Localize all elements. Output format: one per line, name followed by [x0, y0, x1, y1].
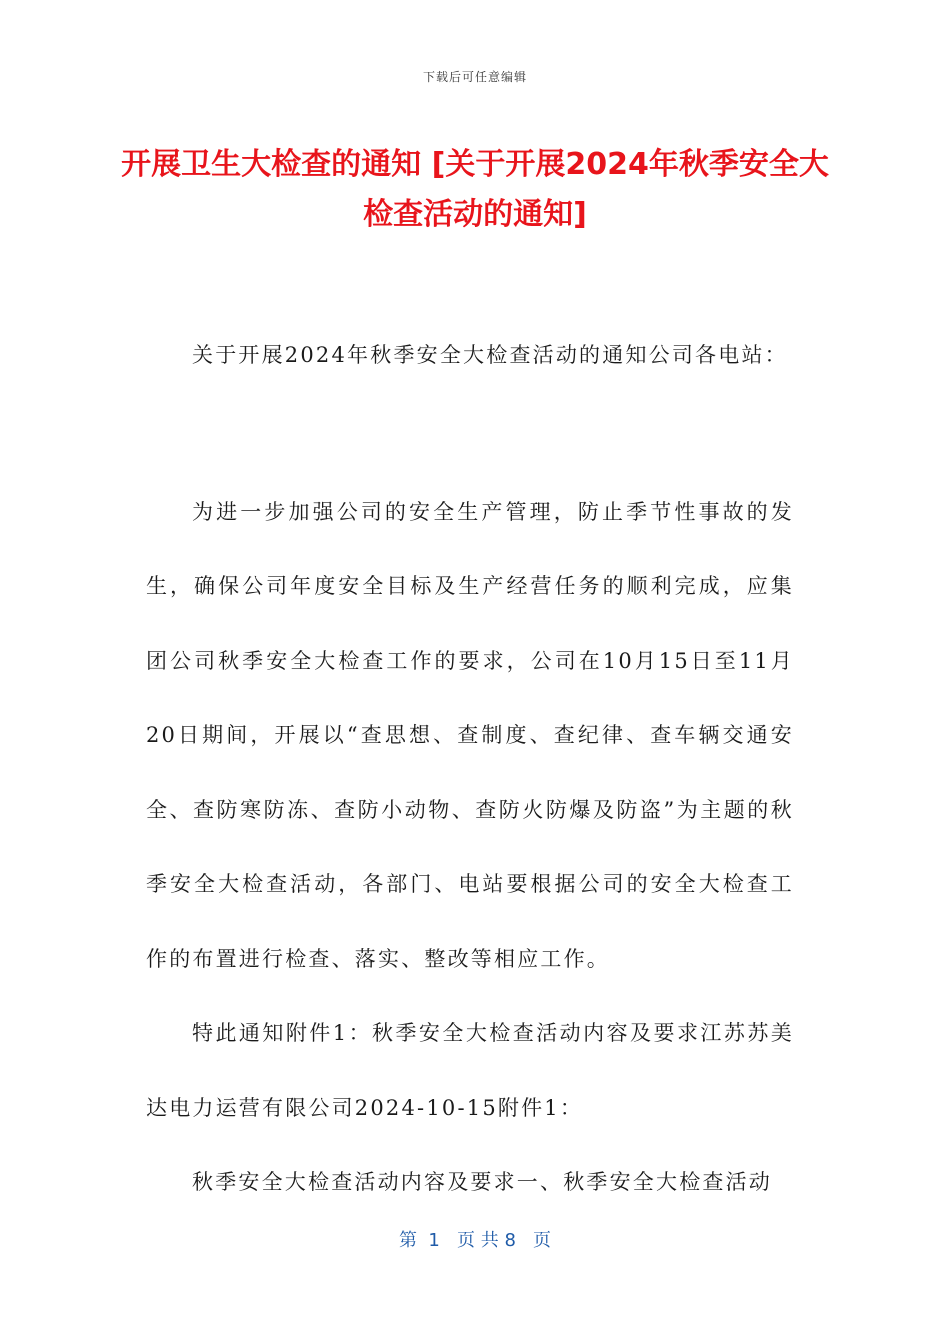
page-number-footer: 第 1 页 共 8 页 [398, 1230, 552, 1251]
attachment-paragraph: 特此通知附件1：秋季安全大检查活动内容及要求江苏苏美达电力运营有限公司2024-10-15附件1： [146, 1021, 794, 1120]
content-requirements-paragraph: 秋季安全大检查活动内容及要求一、秋季安全大检查活动 [192, 1170, 772, 1194]
main-paragraph: 为进一步加强公司的安全生产管理，防止季节性事故的发生，确保公司年度安全目标及生产经营任务的顺利完成，应集团公司秋季安全大检查工作的要求，公司在10月15日至11月20日期间，开展以“查思想、查制度、查纪律、查车辆交通安全、查防寒防冻、查防小动物、查防火防爆及防盗”为主题的秋季安全大检查活动，各部门、电站要根据公司的安全大检查工作的布置进行检查、落实、整改等相应工作。 [146, 499, 794, 971]
salutation-paragraph: 关于开展2024年秋季安全大检查活动的通知公司各电站： [192, 343, 788, 367]
document-body [146, 318, 794, 1220]
document-title: 开展卫生大检查的通知 [关于开展2024年秋季安全大检查活动的通知] [121, 147, 829, 232]
header-note: 下载后可任意编辑 [422, 70, 527, 84]
